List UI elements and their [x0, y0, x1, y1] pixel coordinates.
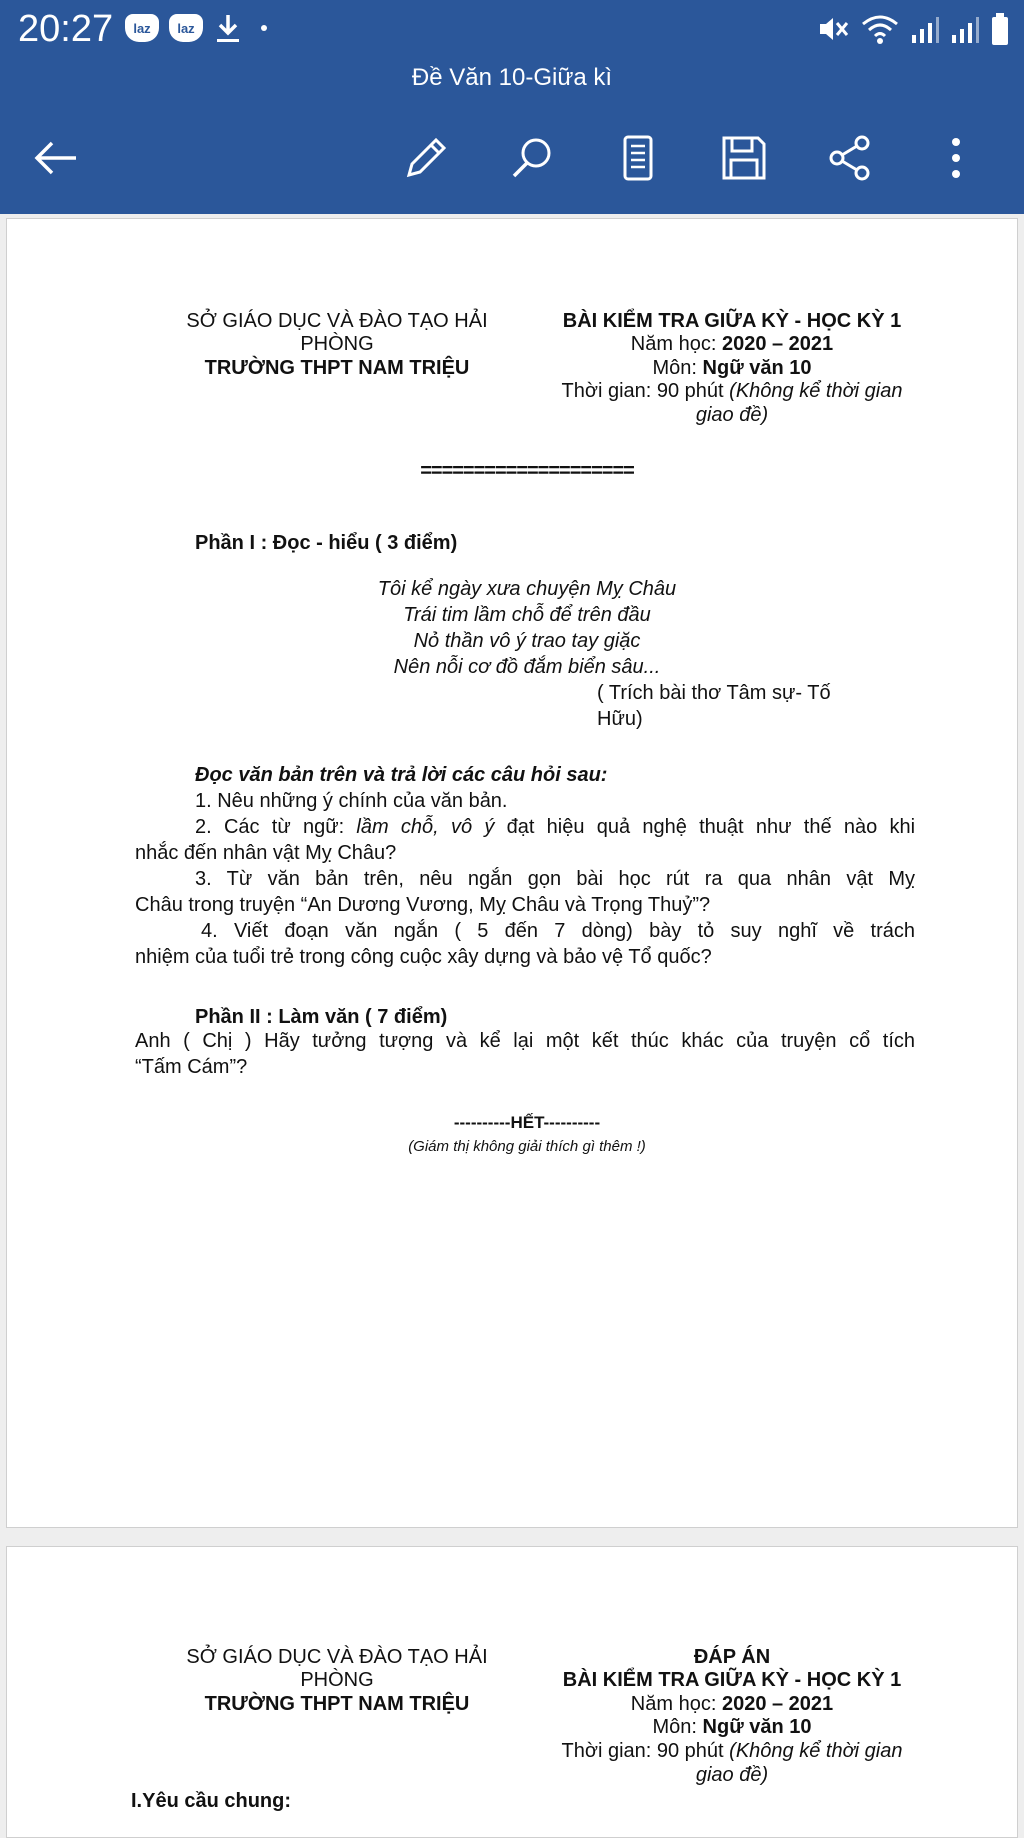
save-icon [720, 134, 768, 182]
back-arrow-icon [32, 138, 80, 178]
more-icon [948, 136, 964, 180]
signal-icon [910, 13, 940, 45]
subject [547, 1715, 917, 1739]
q2-part-b: lầm chỗ, vô ý [356, 816, 495, 838]
document-page-1[interactable] [6, 218, 1018, 1528]
mute-icon [816, 13, 850, 45]
share-button[interactable] [824, 132, 876, 184]
lazada-notification-icon: laz [125, 14, 159, 42]
signal-icon [950, 13, 980, 45]
duration-note: (Không kể thời gian [729, 1740, 903, 1762]
exam-duration [547, 1739, 917, 1763]
poem-source-line2: Hữu) [597, 708, 643, 730]
end-mark: ----------HẾT---------- [453, 1113, 601, 1132]
save-button[interactable] [718, 132, 770, 184]
battery-icon [990, 12, 1010, 46]
system-icons [816, 12, 1010, 46]
subject-value: Ngữ văn 10 [702, 357, 812, 379]
exam-duration-note2: giao đề) [695, 404, 769, 426]
document-title: Đề Văn 10-Giữa kì [411, 64, 613, 91]
part2-line2: “Tấm Cám”? [135, 1056, 248, 1078]
part2-line1: Anh ( Chị ) Hãy tưởng tượng và kể lại một kết thúc khác của truyện cổ tích [135, 1030, 915, 1052]
section-heading: I.Yêu cầu chung: [131, 1790, 292, 1812]
document-page-2[interactable] [6, 1546, 1018, 1838]
search-icon [509, 135, 555, 181]
org-name-line1: SỞ GIÁO DỤC VÀ ĐÀO TẠO HẢI [186, 310, 488, 332]
edit-pencil-icon [403, 135, 449, 181]
search-button[interactable] [506, 132, 558, 184]
edit-button[interactable] [400, 132, 452, 184]
duration-note: (Không kể thời gian [729, 380, 903, 402]
org-name-line2: PHÒNG [300, 333, 374, 355]
exam-duration [547, 379, 917, 403]
q2-part-c: đạt hiệu quả nghệ thuật như thế nào khi [494, 816, 916, 838]
duration-label: Thời gian: 90 phút [561, 380, 730, 402]
notification-icons [125, 12, 267, 44]
app-bar [0, 0, 1024, 214]
question-3-line1: 3. Từ văn bản trên, nêu ngắn gọn bài học rút ra qua nhân vật Mỵ [195, 868, 915, 890]
lazada-notification-icon: laz [169, 14, 203, 42]
question-3-line2: Châu trong truyện “An Dương Vương, Mỵ Châu và Trọng Thuỷ”? [135, 894, 711, 916]
answer-title: ĐÁP ÁN [693, 1646, 771, 1668]
exam-title: BÀI KIỂM TRA GIỮA KỲ - HỌC KỲ 1 [562, 310, 902, 332]
subject-label: Môn: [652, 357, 703, 379]
back-button[interactable] [30, 132, 82, 184]
school-year [547, 332, 917, 356]
question-2-line1 [195, 815, 915, 839]
school-name: TRƯỜNG THPT NAM TRIỆU [204, 1693, 470, 1715]
end-note: (Giám thị không giải thích gì thêm !) [408, 1138, 646, 1155]
dot-icon [261, 25, 267, 31]
wifi-icon [860, 13, 900, 45]
toolbar [0, 118, 1024, 198]
duration-label: Thời gian: 90 phút [561, 1740, 730, 1762]
year-label: Năm học: [630, 333, 722, 355]
status-time: 20:27 [18, 8, 114, 50]
poem-line-3: Nỏ thần vô ý trao tay giặc [413, 630, 641, 652]
poem-source-line1: ( Trích bài thơ Tâm sự- Tố [597, 682, 831, 704]
question-2-line2: nhắc đến nhân vật Mỵ Châu? [135, 842, 397, 864]
question-4-line2: nhiệm của tuổi trẻ trong công cuộc xây dựng và bảo vệ Tổ quốc? [135, 946, 712, 968]
org-name-line1: SỞ GIÁO DỤC VÀ ĐÀO TẠO HẢI [186, 1646, 488, 1668]
school-name: TRƯỜNG THPT NAM TRIỆU [204, 357, 470, 379]
year-value: 2020 – 2021 [721, 333, 834, 355]
school-year [547, 1692, 917, 1716]
part1-heading: Phần I : Đọc - hiểu ( 3 điểm) [195, 532, 458, 554]
reading-view-icon [621, 134, 655, 182]
q2-part-a: 2. Các từ ngữ: [195, 816, 357, 838]
exam-duration-note2: giao đề) [695, 1764, 769, 1786]
question-1: 1. Nêu những ý chính của văn bản. [195, 790, 508, 812]
download-icon [213, 12, 243, 44]
more-options-button[interactable] [930, 132, 982, 184]
status-bar [0, 0, 1024, 60]
exam-title: BÀI KIỂM TRA GIỮA KỲ - HỌC KỲ 1 [562, 1669, 902, 1691]
divider: ==================== [420, 460, 634, 482]
poem-line-4: Nên nỗi cơ đồ đắm biển sâu... [393, 656, 661, 678]
share-icon [827, 134, 873, 182]
part2-heading: Phần II : Làm văn ( 7 điểm) [195, 1006, 448, 1028]
subject [547, 356, 917, 380]
poem-line-2: Trái tim lầm chỗ để trên đầu [403, 604, 651, 626]
poem-line-1: Tôi kể ngày xưa chuyện Mỵ Châu [377, 578, 677, 600]
question-4-line1: 4. Viết đoạn văn ngắn ( 5 đến 7 dòng) bày tỏ suy nghĩ về trách [201, 920, 915, 942]
year-label: Năm học: [630, 1693, 722, 1715]
org-name-line2: PHÒNG [300, 1669, 374, 1691]
instruction: Đọc văn bản trên và trả lời các câu hỏi sau: [195, 764, 608, 786]
year-value: 2020 – 2021 [721, 1693, 834, 1715]
subject-value: Ngữ văn 10 [702, 1716, 812, 1738]
reading-view-button[interactable] [612, 132, 664, 184]
subject-label: Môn: [652, 1716, 703, 1738]
